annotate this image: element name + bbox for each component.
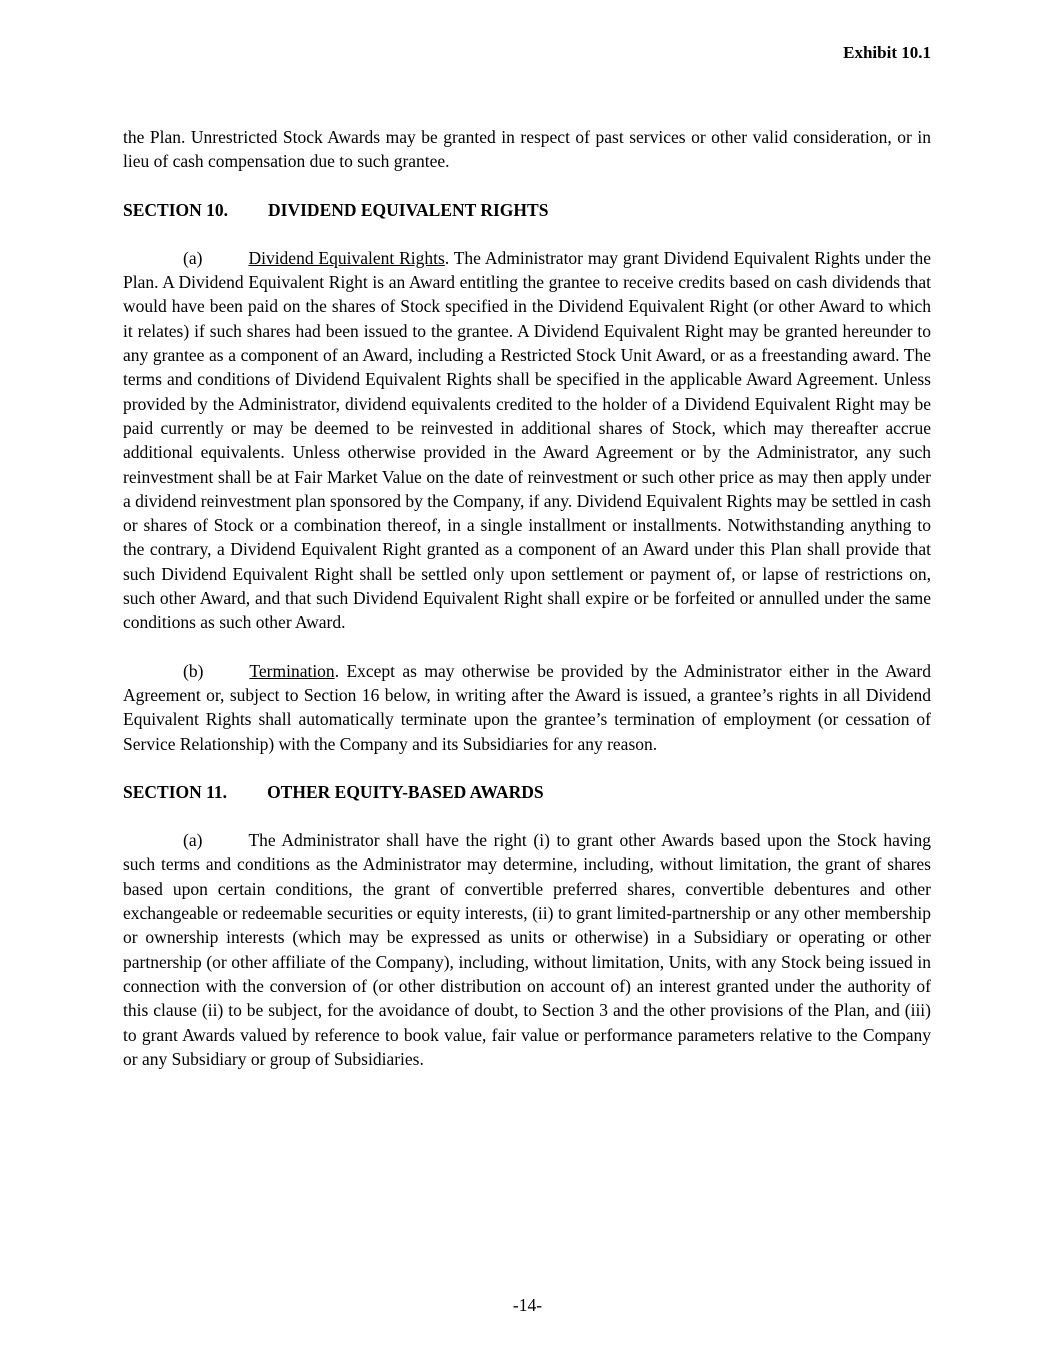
section-10-paragraph-a [123,246,931,635]
section-11-heading [123,780,931,804]
paragraph-a-label: (a) [183,830,203,851]
paragraph-a-lead-underlined: Dividend Equivalent Rights [248,247,445,268]
page-number: -14- [512,1295,543,1315]
paragraph-a-label: (a) [183,247,203,268]
paragraph-b-lead-underlined: Termination [249,660,335,681]
paragraph-a-text: The Administrator shall have the right (i) to grant other Awards based upon the Stock having such terms and conditions as the Administrator may determine, including, without limitation, the grant of shares based upon certain conditions, the grant of convertible preferred shares, convertible debentures and other exchangeable or redeemable securities or equity interests, (ii) to grant limited-partnership or any other membership or ownership interests (which may be expressed as units or otherwise) in a Subsidiary or operating or other partnership (or other affiliate of the Company), including, without limitation, Units, with any Stock being issued in connection with the conversion of (or other distribution on account of) an interest granted under the authority of this clause (ii) to be subject, for the avoidance of doubt, to Section 3 and the other provisions of the Plan, and (iii) to grant Awards valued by reference to book value, fair value or performance parameters relative to the Company or any Subsidiary or group of Subsidiaries. [123,830,931,1069]
paragraph-a-text: . The Administrator may grant Dividend Equivalent Rights under the Plan. A Dividend Equivalent Right is an Award entitling the grantee to receive credits based on cash dividends that would have been paid on the shares of Stock specified in the Dividend Equivalent Right (or other Award to which it relates) if such shares had been issued to the grantee. A Dividend Equivalent Right may be granted hereunder to any grantee as a component of an Award, including a Restricted Stock Unit Award, or as a freestanding award. The terms and conditions of Dividend Equivalent Rights shall be specified in the applicable Award Agreement. Unless provided by the Administrator, dividend equivalents credited to the holder of a Dividend Equivalent Right may be paid currently or may be deemed to be reinvested in additional shares of Stock, which may thereafter accrue additional equivalents. Unless otherwise provided in the Award Agreement or by the Administrator, any such reinvestment shall be at Fair Market Value on the date of reinvestment or such other price as may then apply under a dividend reinvestment plan sponsored by the Company, if any. Dividend Equivalent Rights may be settled in cash or shares of Stock or a combination thereof, in a single installment or installments. Notwithstanding anything to the contrary, a Dividend Equivalent Right granted as a component of an Award under this Plan shall provide that such Dividend Equivalent Right shall be settled only upon settlement or payment of, or lapse of restrictions on, such other Award, and that such Dividend Equivalent Right shall expire or be forfeited or annulled under the same conditions as such other Award. [123,247,931,633]
section-11-title: OTHER EQUITY-BASED AWARDS [267,781,544,802]
section-10-title: DIVIDEND EQUIVALENT RIGHTS [268,199,549,220]
section-10-paragraph-b [123,659,931,756]
section-11-paragraph-a [123,828,931,1071]
intro-paragraph: the Plan. Unrestricted Stock Awards may be granted in respect of past services or other valid consideration, or in lieu of cash compensation due to such grantee. [123,127,931,172]
section-10-number: SECTION 10. [123,199,229,220]
paragraph-b-label: (b) [183,660,204,681]
section-10-heading [123,198,931,222]
exhibit-label: Exhibit 10.1 [843,43,931,62]
section-11-number: SECTION 11. [123,781,228,802]
paragraph-b-text: . Except as may otherwise be provided by the Administrator either in the Award Agreement or, subject to Section 16 below, in writing after the Award is issued, a grantee’s rights in all Dividend Equivalent Rights shall automatically terminate upon the grantee’s termination of employment (or cessation of Service Relationship) with the Company and its Subsidiaries for any reason. [123,660,931,754]
